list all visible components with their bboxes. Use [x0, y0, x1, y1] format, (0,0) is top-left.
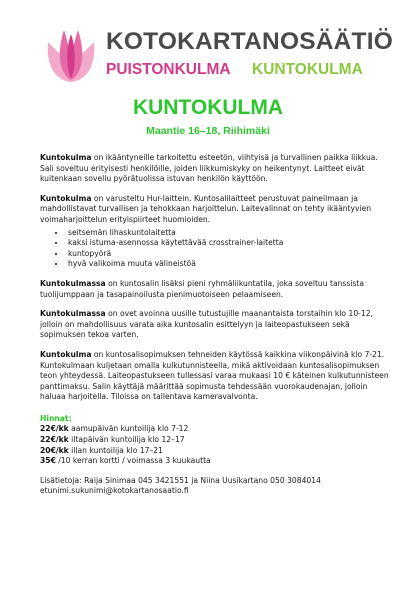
paragraph-text: on ikääntyneille tarkoitettu esteetön, viihtyisä ja turvallinen paikka liikkua. Sali soveltuu erityisesti henkilöille, joiden liikkumiskyky on heikentynyt. Laitteet eivät kuitenkaan sovellu pyörätuolissa istuvan henkilön käyttöön. — [40, 153, 378, 184]
list-item: • seitsemän lihaskuntolaitetta — [66, 228, 390, 239]
contact-info — [40, 476, 390, 497]
prices-heading: Hinnat: — [40, 413, 72, 423]
price-amount: 20€/kk — [40, 445, 69, 455]
price-row — [40, 456, 390, 467]
paragraph-group-room — [40, 279, 390, 300]
paragraph-lead: Kuntokulma — [40, 349, 92, 359]
brand-sub-kuntokulma: KUNTOKULMA — [252, 61, 363, 78]
price-desc: aamupäivän kuntoilija klo 7-12 — [68, 424, 189, 434]
list-item: • kuntopyörä — [66, 249, 390, 260]
paragraph-text: on kuntosalisopimuksen tehneiden käytössä kaikkina viikonpäivinä klo 7-21. Kuntokulmaan kuljetaan omalla kulkutunnisteella, mikä aktivoidaan kuntosalisopimuksen teon yhteydessä. Laiteopastukseen tullessasi varaa mukaasi 10 € käteinen kulkutunnisteen panttimaksu. Salin käyttäjä määrittää sopimusta tehdessään vuorokaudenajan, jolloin haluaa harjoitella. Tiloissa on tallentava kameravalvonta. — [40, 349, 389, 402]
paragraph-lead: Kuntokulma — [40, 193, 92, 203]
contact-line: Lisätietoja: Raija Sinimaa 045 3421551 ja Niina Uusikartano 050 3084014 — [40, 475, 321, 485]
price-desc: iltapäivän kuntoilija klo 12–17 — [68, 435, 185, 445]
tulip-logo-icon — [40, 24, 102, 86]
paragraph-equipment — [40, 194, 390, 226]
paragraph-open-doors — [40, 309, 390, 341]
document-body — [40, 153, 390, 497]
page-subtitle: Maantie 16–18, Riihimäki — [146, 125, 270, 137]
contact-email[interactable]: etunimi.sukunimi@kotokartanosaatio.fi — [40, 486, 189, 496]
price-amount: 35€ — [40, 456, 56, 466]
header — [40, 20, 393, 90]
paragraph-lead: Kuntokulmassa — [40, 309, 106, 319]
price-desc: illan kuntoilija klo 17–21 — [68, 445, 163, 455]
list-item: • hyvä valikoima muuta välineistöä — [66, 259, 390, 270]
price-amount: 22€/kk — [40, 424, 69, 434]
price-amount: 22€/kk — [40, 435, 69, 445]
paragraph-text: on kuntosalin lisäksi pieni ryhmäliikuntatila, joka soveltuu tanssista tuolijumppaan ja tasapainoilusta pienimuotoiseen pelaamiseen. — [40, 278, 365, 299]
page-title: KUNTOKULMA — [132, 96, 284, 119]
paragraph-text: on varusteltu Hur-laittein. Kuntosalilaitteet perustuvat paineilmaan ja mahdollistavat turvallisen ja tehokkaan harjoittelun. Laitevalinnat on tehty ikääntyvien voimaharjoittelun erityispiirteet huomioiden. — [40, 193, 372, 224]
paragraph-text: on ovet avoinna uusille tutustujille maanantaista torstaihin klo 10-12, jolloin on mahdollisuus varata aika kuntosalin esittelyyn ja laiteopastukseen sekä sopimuksen tekoa varten. — [40, 309, 373, 340]
brand-sub-puistonkulma: PUISTONKULMA — [106, 61, 231, 78]
list-item: • kaksi istuma-asennossa käytettävää crosstrainer-laitetta — [66, 238, 390, 249]
paragraph-usage — [40, 350, 390, 403]
paragraph-lead: Kuntokulmassa — [40, 278, 106, 288]
price-row — [40, 446, 390, 457]
price-row — [40, 424, 390, 435]
feature-list — [40, 228, 390, 270]
price-desc: /10 kerran kortti / voimassa 3 kuukautta — [55, 456, 211, 466]
brand-name: KOTOKARTANOSÄÄTIÖ — [106, 28, 393, 55]
price-row — [40, 435, 390, 446]
paragraph-intro — [40, 153, 390, 185]
paragraph-lead: Kuntokulma — [40, 153, 92, 162]
